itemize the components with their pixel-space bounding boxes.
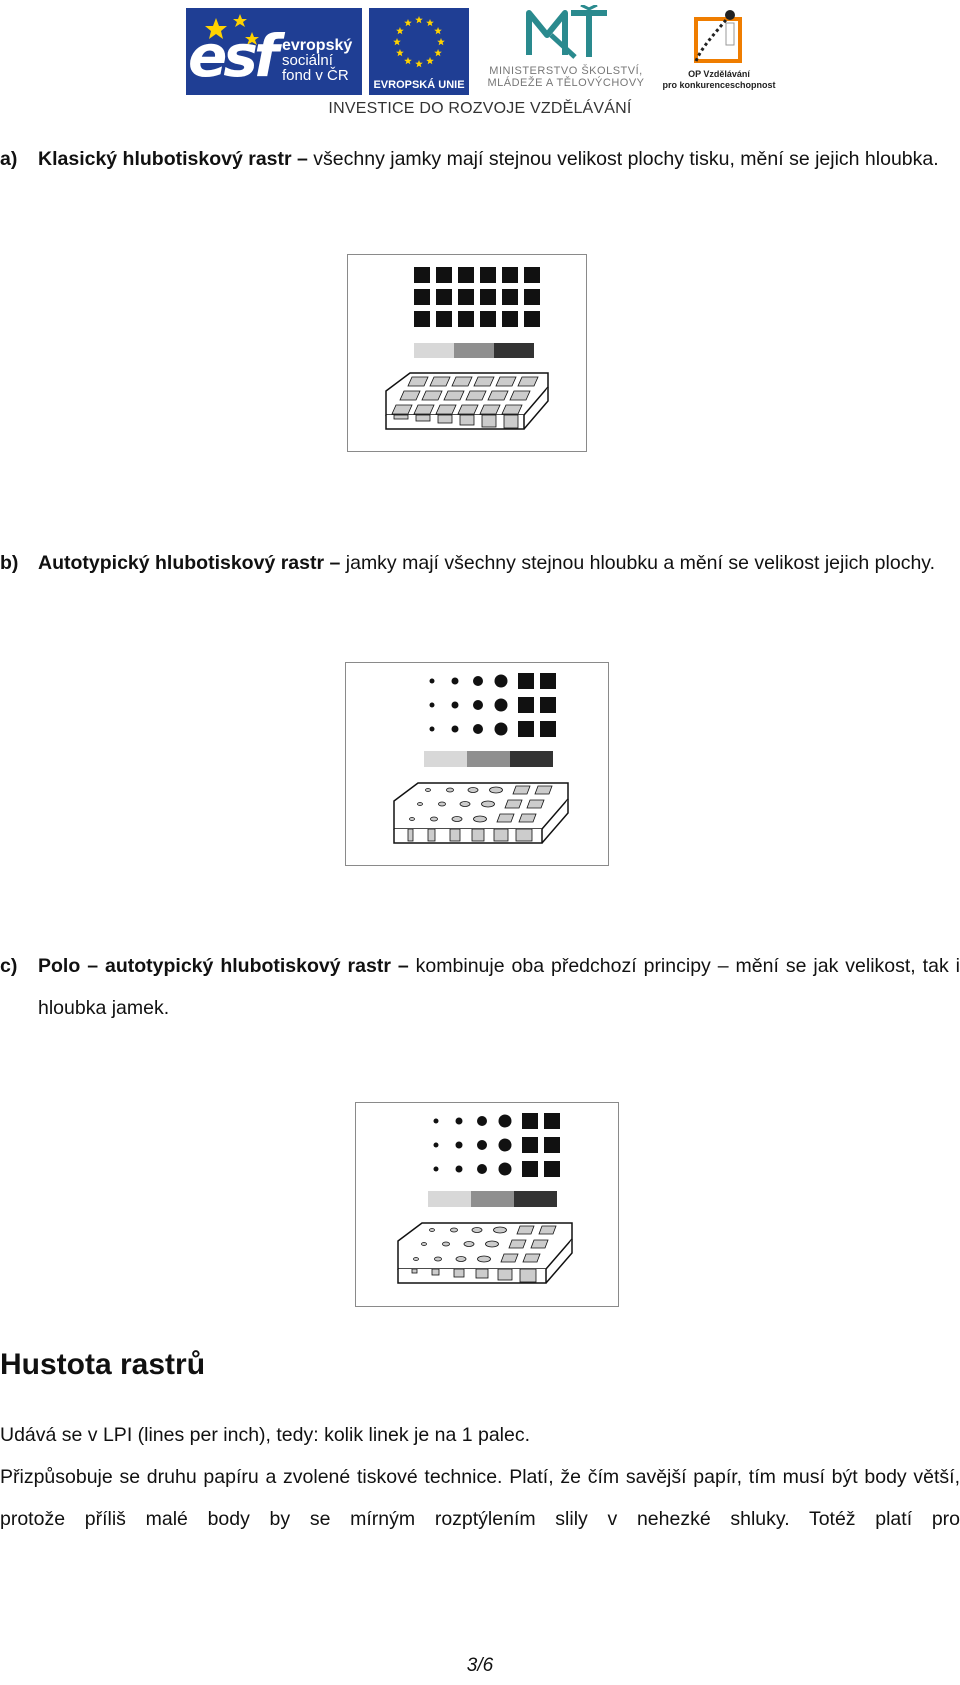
eu-star	[396, 27, 404, 34]
figure-semi-autotypic-gravure	[355, 1102, 619, 1307]
esf-line-3: fond v ČR	[282, 67, 349, 84]
item-c-dash: –	[390, 955, 416, 977]
item-b-marker: b)	[0, 552, 19, 574]
eu-star	[415, 60, 423, 67]
eu-star	[426, 19, 434, 26]
op-name	[660, 69, 778, 91]
item-c-body	[38, 945, 960, 1029]
op-line-2: pro konkurenceschopnost	[662, 80, 776, 90]
eu-star	[415, 16, 423, 23]
item-b-text: jamky mají všechny stejnou hloubku a mění se velikost jejich plochy.	[345, 552, 936, 574]
eu-star	[404, 57, 412, 64]
op-emblem-icon	[682, 7, 752, 69]
item-a-term: Klasický hlubotiskový rastr	[38, 148, 292, 170]
esf-logo	[186, 8, 362, 95]
header-logos	[0, 5, 960, 125]
item-b-term: Autotypický hlubotiskový rastr	[38, 552, 325, 574]
eu-logo	[369, 8, 469, 95]
item-b-dash: –	[324, 552, 346, 574]
eu-label: EVROPSKÁ UNIE	[373, 79, 465, 91]
section-paragraph-1: Udává se v LPI (lines per inch), tedy: kolik linek je na 1 palec.	[0, 1424, 531, 1446]
msmt-line-2: MLÁDEŽE A TĚLOVÝCHOVY	[487, 77, 645, 89]
eu-star	[393, 38, 401, 45]
item-c-text: kombinuje oba předchozí principy – mění se jak velikost, tak i hloubka jamek.	[38, 955, 960, 1019]
item-a	[0, 138, 960, 180]
esf-letters: esf	[188, 22, 276, 90]
eu-star	[434, 27, 442, 34]
semi-autotypic-gravure-illustration	[356, 1103, 618, 1306]
section-paragraph-2: Přizpůsobuje se druhu papíru a zvolené tiskové technice. Platí, že čím savější papír, tím musí být body větší, protože příliš malé body by se mírným rozptýlením slily v nehezké shluky. Totéž platí pro	[0, 1466, 960, 1530]
item-a-body	[38, 138, 960, 180]
item-c-marker: c)	[0, 955, 18, 977]
esf-line-2: sociální	[282, 52, 333, 69]
item-a-text: všechny jamky mají stejnou velikost plochy tisku, mění se jejich hloubka.	[313, 148, 939, 170]
figure-classic-gravure	[347, 254, 587, 452]
section-heading: Hustota rastrů	[0, 1348, 206, 1381]
item-c	[0, 945, 960, 1029]
autotypic-gravure-illustration	[346, 663, 608, 865]
esf-line-1: evropský	[282, 37, 353, 54]
figure-autotypic-gravure	[345, 662, 609, 866]
item-b-body	[38, 542, 960, 584]
esf-name	[282, 38, 352, 83]
page-number: 3/6	[466, 1655, 494, 1676]
msmt-name	[478, 65, 654, 89]
investice-slogan: INVESTICE DO ROZVOJE VZDĚLÁVÁNÍ	[328, 100, 632, 117]
eu-star	[434, 49, 442, 56]
msmt-line-1: MINISTERSTVO ŠKOLSTVÍ,	[489, 65, 643, 77]
op-logo	[660, 5, 778, 100]
eu-star	[437, 38, 445, 45]
item-b	[0, 542, 960, 584]
msmt-monogram-icon	[523, 5, 613, 65]
item-c-term: Polo – autotypický hlubotiskový rastr	[38, 955, 391, 977]
eu-stars-icon	[369, 8, 469, 78]
eu-star	[426, 57, 434, 64]
item-a-dash: –	[291, 148, 314, 170]
msmt-logo	[478, 5, 654, 100]
item-a-marker: a)	[0, 148, 18, 170]
classic-gravure-illustration	[348, 255, 586, 451]
eu-star	[396, 49, 404, 56]
eu-star	[404, 19, 412, 26]
op-line-1: OP Vzdělávání	[688, 69, 750, 79]
